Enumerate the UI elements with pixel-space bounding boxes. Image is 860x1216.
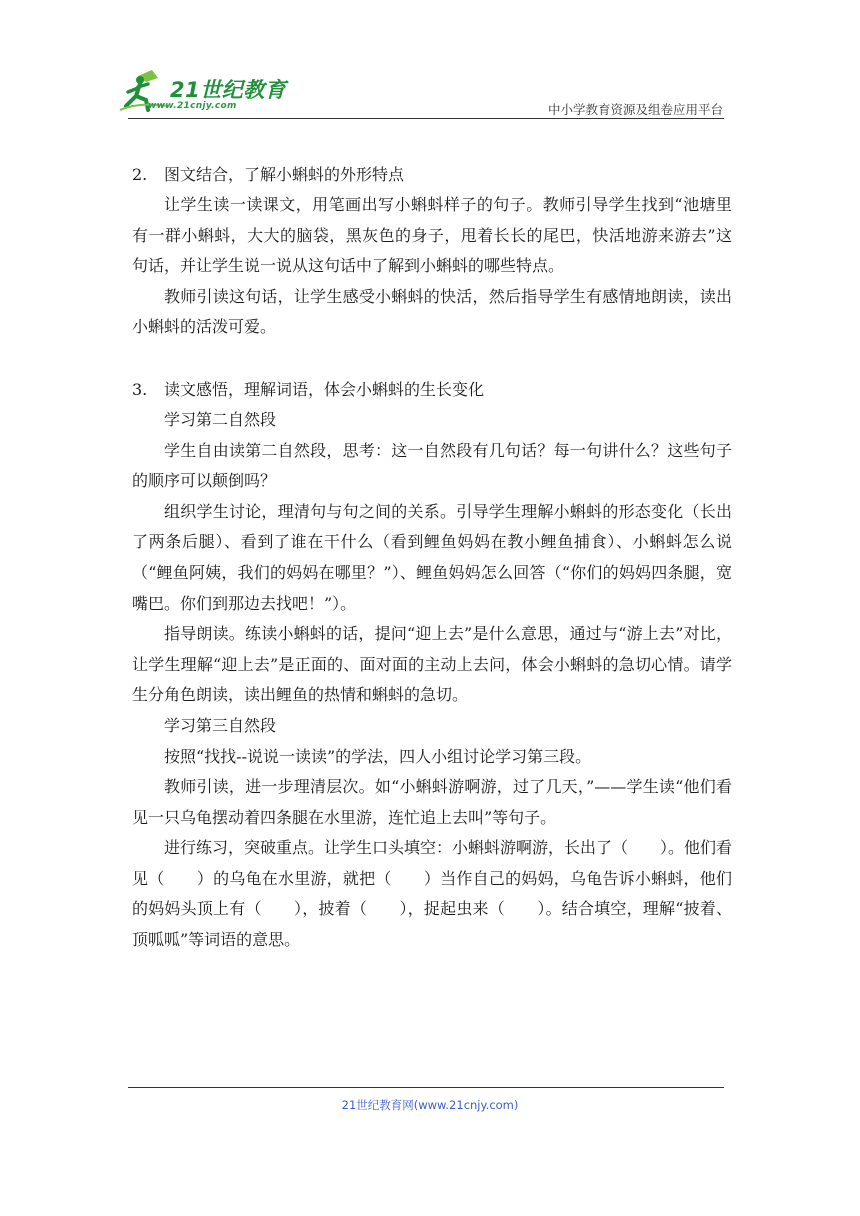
page-header <box>0 0 860 120</box>
section-number: 2. <box>132 165 148 184</box>
logo-url: www.21cnjy.com <box>148 101 237 111</box>
document-body <box>132 160 732 956</box>
paragraph: 组织学生讨论，理清句与句之间的关系。引导学生理解小蝌蚪的形态变化（长出了两条后腿）、看到了谁在干什么（看到鲤鱼妈妈在教小鲤鱼捕食）、小蝌蚪怎么说（“鲤鱼阿姨，我们的妈妈在哪里？”）、鲤鱼妈妈怎么回答（“你们的妈妈四条腿，宽嘴巴。你们到那边去找吧！”）。 <box>132 501 732 613</box>
subheading: 学习第三自然段 <box>164 715 277 735</box>
spacer <box>132 343 732 375</box>
footer-link[interactable]: 21世纪教育网(www.21cnjy.com) <box>341 1098 519 1112</box>
paragraph: 指导朗读。练读小蝌蚪的话，提问“迎上去”是什么意思，通过与“游上去”对比，让学生理解“迎上去”是正面的、面对面的主动上去问，体会小蝌蚪的急切心情。请学生分角色朗读，读出鲤鱼的热情和蝌蚪的急切。 <box>132 624 732 705</box>
subheading: 学习第二自然段 <box>164 409 277 429</box>
platform-title: 中小学教育资源及组卷应用平台 <box>547 102 723 117</box>
section-number: 3. <box>132 379 148 399</box>
section-heading <box>132 375 732 405</box>
section-heading <box>132 160 732 190</box>
footer-divider <box>128 1087 724 1088</box>
paragraph: 学生自由读第二自然段，思考：这一自然段有几句话？每一句讲什么？这些句子的顺序可以颠倒吗？ <box>132 440 732 491</box>
section-title: 图文结合，了解小蝌蚪的外形特点 <box>164 165 405 184</box>
logo-text: 21世纪教育 <box>170 78 287 102</box>
paragraph: 教师引读这句话，让学生感受小蝌蚪的快活，然后指导学生有感情地朗读，读出小蝌蚪的活泼可爱。 <box>132 286 732 337</box>
paragraph: 进行练习，突破重点。让学生口头填空：小蝌蚪游啊游，长出了（ ）。他们看见（ ）的乌龟在水里游，就把（ ）当作自己的妈妈，乌龟告诉小蝌蚪，他们的妈妈头顶上有（ ），披着（ ），捉起虫来（ ）。结合填空，理解“披着、顶呱呱”等词语的意思。 <box>132 838 733 950</box>
paragraph: 教师引读，进一步理清层次。如“小蝌蚪游啊游，过了几天，”——学生读“他们看见一只乌龟摆动着四条腿在水里游，连忙追上去叫”等句子。 <box>132 777 732 827</box>
site-logo[interactable] <box>118 68 288 114</box>
header-divider <box>128 118 724 119</box>
paragraph: 按照“找找--说说一读读”的学法，四人小组讨论学习第三段。 <box>164 746 592 766</box>
paragraph: 让学生读一读课文，用笔画出写小蝌蚪样子的句子。教师引导学生找到“池塘里有一群小蝌蚪，大大的脑袋，黑灰色的身子，甩着长长的尾巴，快活地游来游去”这句话，并让学生说一说从这句话中了解到小蝌蚪的哪些特点。 <box>132 195 732 276</box>
section-title: 读文感悟，理解词语，体会小蝌蚪的生长变化 <box>164 379 485 399</box>
